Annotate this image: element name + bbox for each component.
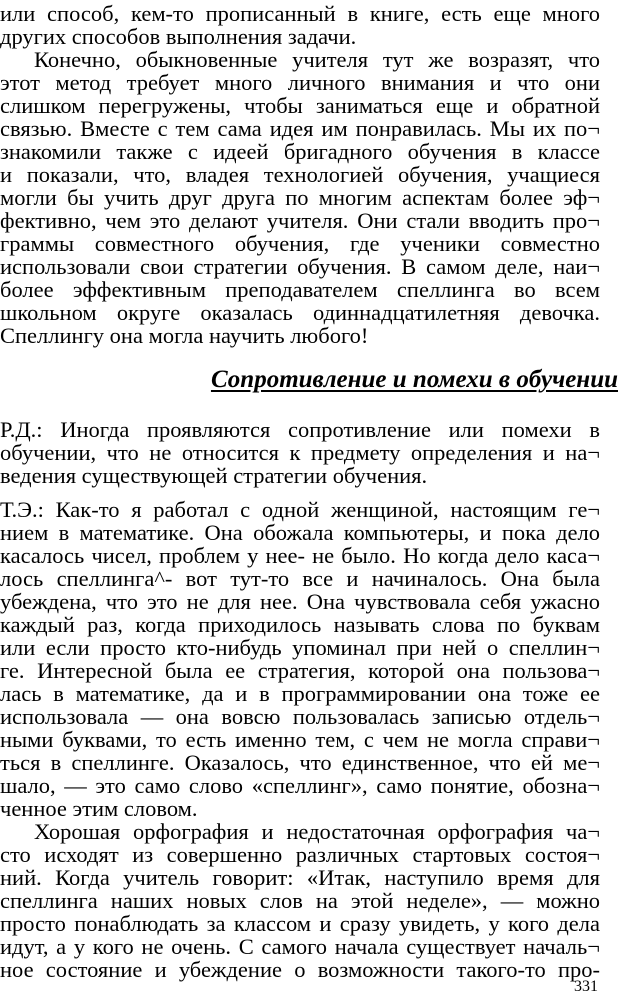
text-line: знакомили также с идеей бригадного обучения в классе: [0, 140, 600, 164]
text-line: нием в математике. Она обожала компьютеры, и пока дело: [0, 521, 600, 545]
text-line: лась в математике, да и в программировании она тоже ее: [0, 682, 600, 706]
text-line: этот метод требует много личного внимания и что они: [0, 71, 600, 95]
text-line: слишком перегружены, чтобы заниматься еще и обратной: [0, 94, 600, 118]
text-line: сто исходят из совершенно различных стартовых состоя¬: [0, 843, 600, 867]
page-number: 331: [574, 978, 598, 995]
text-line: ведения существующей стратегии обучения.: [0, 464, 428, 488]
text-line: Р.Д.: Иногда проявляются сопротивление или помехи в: [0, 418, 600, 442]
text-line: школьном округе оказалась одиннадцатилетняя девочка.: [0, 301, 600, 325]
text-line: Хорошая орфография и недостаточная орфография ча¬: [34, 820, 600, 844]
text-line: касалось чисел, проблем у нее- не было. Но когда дело каса¬: [0, 544, 600, 568]
text-line: ными буквами, то есть именно тем, с чем не могла справи¬: [0, 728, 600, 752]
section-heading: Сопротивление и помехи в обучении: [210, 366, 618, 393]
text-line: более эффективным преподавателем спеллинга во всем: [0, 278, 600, 302]
text-line: просто понаблюдать за классом и сразу увидеть, у кого дела: [0, 912, 600, 936]
text-line: лось спеллинга^- вот тут-то все и начиналось. Она была: [0, 567, 600, 591]
text-line: Конечно, обыкновенные учителя тут же возразят, что: [34, 48, 600, 72]
text-line: Спеллингу она могла научить любого!: [0, 324, 369, 348]
text-line: обучении, что не относится к предмету определения и на¬: [0, 441, 600, 465]
text-line: Т.Э.: Как-то я работал с одной женщиной, настоящим ге¬: [0, 498, 600, 522]
text-line: убеждена, что это не для нее. Она чувствовала себя ужасно: [0, 590, 600, 614]
text-line: связью. Вместе с тем сама идея им понравилась. Мы их по¬: [0, 117, 600, 141]
text-line: или способ, кем-то прописанный в книге, есть еще много: [0, 2, 600, 26]
text-line: использовала — она вовсю пользовалась записью отдель¬: [0, 705, 600, 729]
text-line: или если просто кто-нибудь упоминал при ней о спеллин¬: [0, 636, 600, 660]
text-line: ге. Интересной была ее стратегия, которой она пользова¬: [0, 659, 600, 683]
text-line: фективно, чем это делают учителя. Они стали вводить про¬: [0, 209, 600, 233]
text-line: спеллинга наших новых слов на этой неделе», — можно: [0, 889, 600, 913]
text-line: ний. Когда учитель говорит: «Итак, наступило время для: [0, 866, 600, 890]
text-line: ное состояние и убеждение о возможности такого-то про-: [0, 958, 600, 982]
text-line: шало, — это само слово «спеллинг», само понятие, обозна¬: [0, 774, 600, 798]
text-line: использовали свои стратегии обучения. В самом деле, наи¬: [0, 255, 600, 279]
text-line: граммы совместного обучения, где ученики совместно: [0, 232, 600, 256]
text-line: ться в спеллинге. Оказалось, что единственное, что ей ме¬: [0, 751, 600, 775]
text-line: каждый раз, когда приходилось называть слова по буквам: [0, 613, 600, 637]
text-line: идут, а у кого не очень. С самого начала существует началь¬: [0, 935, 600, 959]
text-line: и показали, что, владея технологией обучения, учащиеся: [0, 163, 600, 187]
text-line: ченное этим словом.: [0, 797, 198, 821]
text-line: могли бы учить друг друга по многим аспектам более эф¬: [0, 186, 600, 210]
text-line: других способов выполнения задачи.: [0, 25, 357, 49]
